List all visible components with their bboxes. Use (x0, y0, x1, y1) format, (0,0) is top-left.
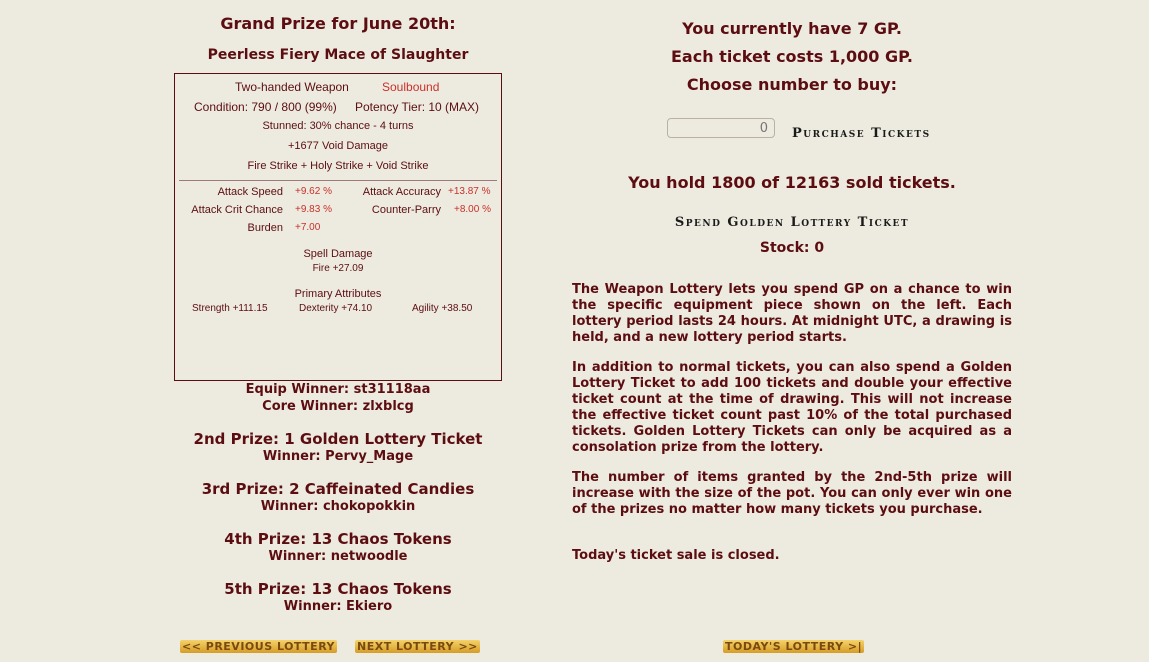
stat-value: +9.62 % (295, 186, 332, 197)
spell-fire: Fire +27.09 (312, 263, 364, 274)
prize-winner: Winner: Pervy_Mage (262, 449, 414, 464)
proc-name: Stunned (262, 120, 304, 132)
stat-value: +8.00 % (454, 204, 491, 215)
prize-title: 4th Prize: 13 Chaos Tokens (224, 530, 452, 548)
tickets-held: You hold 1800 of 12163 sold tickets. (628, 173, 956, 192)
prize-winner: Winner: Ekiero (283, 599, 393, 614)
golden-ticket-description: In addition to normal tickets, you can also spend a Golden Lottery Ticket to add 100 tickets and double your effective ticket count at the time of drawing. This will not increase the effective ticket count past 10% of the total purchased tickets. Golden Lottery Tickets can only be acquired as a consolation prize from the lottery. (572, 360, 1012, 455)
item-type: Two-handed Weapon (235, 80, 349, 94)
ticket-cost: Each ticket costs 1,000 GP. (671, 47, 913, 66)
item-stats-box (174, 73, 502, 381)
item-condition: Condition: 790 / 800 (99%) (194, 100, 337, 114)
stat-label: Attack Speed (217, 186, 283, 198)
grand-prize-title: Grand Prize for June 20th: (220, 14, 456, 33)
prize-winner: Winner: chokopokkin (260, 499, 416, 514)
stat-label: Attack Accuracy (362, 186, 441, 198)
choose-number-label: Choose number to buy: (686, 75, 898, 94)
stat-label: Counter-Parry (371, 204, 441, 216)
gp-balance: You currently have 7 GP. (682, 19, 902, 38)
prize-winner: Winner: netwoodle (268, 549, 408, 564)
prize-title: 5th Prize: 13 Chaos Tokens (224, 580, 452, 598)
core-winner: Core Winner: zlxblcg (262, 399, 414, 414)
prize-scaling-description: The number of items granted by the 2nd-5th prize will increase with the size of the pot. You can only ever win one of the prizes no matter how many tickets you purchase. (572, 470, 1012, 517)
proc-detail: : 30% chance - 4 turns (303, 120, 414, 132)
stat-value: +9.83 % (295, 204, 332, 215)
soulbound-badge: Soulbound (382, 80, 440, 94)
purchase-tickets-button[interactable]: Purchase Tickets (792, 126, 931, 141)
todays-lottery-link[interactable]: TODAY'S LOTTERY >| (725, 640, 863, 653)
primary-attributes-header: Primary Attributes (294, 288, 382, 300)
strength-attr: Strength +111.15 (192, 303, 268, 314)
equip-winner: Equip Winner: st31118aa (245, 382, 431, 397)
next-lottery-link[interactable]: NEXT LOTTERY >> (357, 640, 478, 653)
spell-damage-header: Spell Damage (303, 248, 373, 260)
ticket-quantity-input[interactable] (667, 118, 775, 138)
prize-title: 3rd Prize: 2 Caffeinated Candies (201, 480, 475, 498)
dexterity-attr: Dexterity +74.10 (299, 303, 373, 314)
stat-label: Burden (247, 222, 283, 234)
stat-value: +7.00 (295, 222, 321, 233)
agility-attr: Agility +38.50 (412, 303, 473, 314)
lottery-description: The Weapon Lottery lets you spend GP on a chance to win the specific equipment piece shown on the left. Each lottery period lasts 24 hours. At midnight UTC, a drawing is held, and a new lottery period starts. (572, 282, 1012, 345)
divider (179, 180, 497, 181)
spend-golden-ticket-button[interactable]: Spend Golden Lottery Ticket (674, 215, 910, 230)
item-name: Peerless Fiery Mace of Slaughter (207, 47, 469, 63)
prize-title: 2nd Prize: 1 Golden Lottery Ticket (193, 430, 483, 448)
stat-label: Attack Crit Chance (191, 204, 283, 216)
previous-lottery-link[interactable]: << PREVIOUS LOTTERY (182, 640, 336, 653)
proc-line (175, 120, 501, 132)
stat-value: +13.87 % (448, 186, 491, 197)
sale-status: Today's ticket sale is closed. (572, 548, 780, 563)
golden-ticket-stock: Stock: 0 (759, 240, 825, 256)
potency-tier: Potency Tier: 10 (MAX) (355, 100, 480, 114)
void-damage: +1677 Void Damage (288, 140, 388, 152)
strike-list: Fire Strike + Holy Strike + Void Strike (247, 160, 429, 172)
